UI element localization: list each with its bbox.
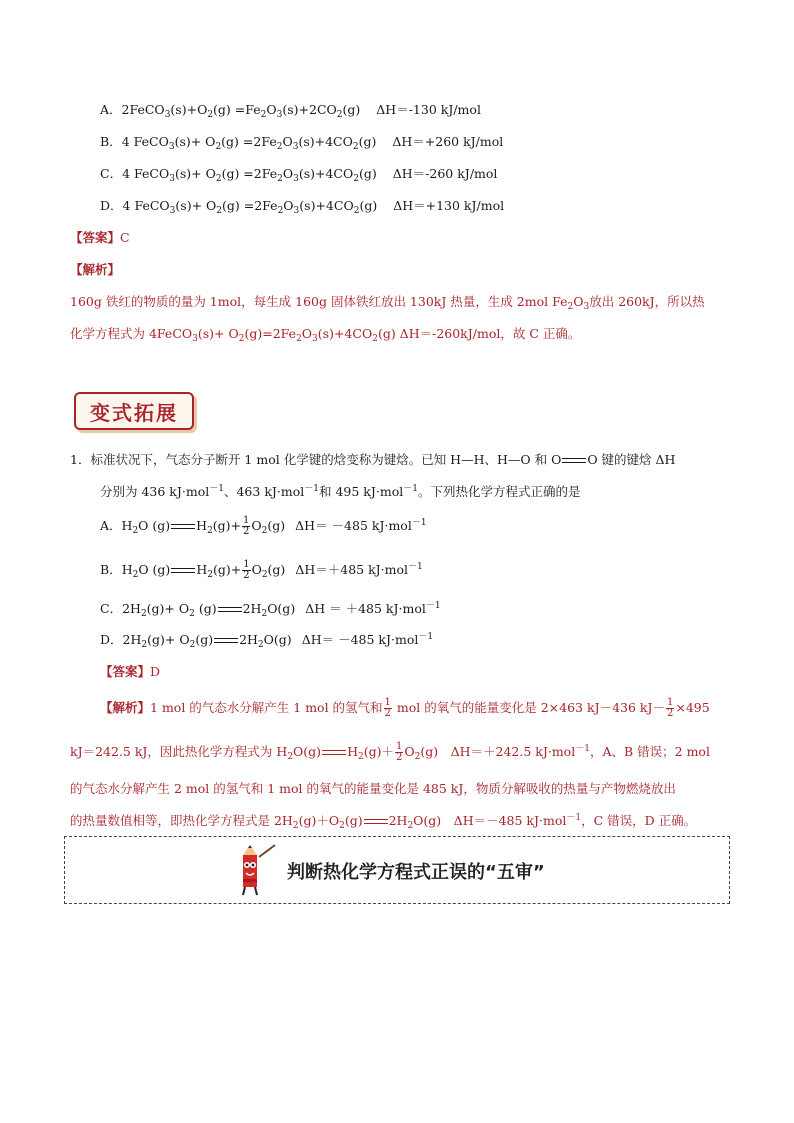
q2-option-a: A．$H_2O$ (g) $H_2(g)+$ $\frac{1}{2}$ $O_2(g)$ ΔH＝ －485 kJ·mol$^{-1}$: [100, 515, 427, 537]
tip-box: [64, 836, 730, 904]
q2-stem-line1: 1．标准状况下，气态分子断开 1 mol 化学键的焓变称为键焓。已知 H—H、H—O 和 O O 键的键焓 ΔH: [70, 452, 676, 467]
q1-option-b: B．4 FeCO$_3$(s)+ $O_2(g) =2Fe_2O_3(s)+4CO_2(g)$ ΔH＝+260 kJ/mol: [100, 134, 504, 152]
q2-answer: 【答案】D: [100, 664, 161, 679]
q1-analysis-line2: 化学方程式为 4FeCO$_3$(s)+ $O_2(g)=2Fe_2O_3(s)+4CO_2(g)$ ΔH＝-260kJ/mol，故 C 正确。: [70, 326, 581, 344]
q2-analysis-line1: 【解析】1 mol 的气态水分解产生 1 mol 的氢气和 $\frac{1}{2}$ mol 的氧气的能量变化是 2×463 kJ－436 kJ－ $\frac{1}{2}$ ×495: [100, 697, 710, 719]
q2-option-c: C．$2H_2(g)+ O_2$ (g) $2H_2O(g) \Delta H = +485$ kJ·mol$^{-1}$: [100, 601, 441, 619]
q1-analysis-line1: 160g 铁红的物质的量为 1mol，每生成 160g 固体铁红放出 130kJ 热量，生成 2mol $Fe_2O_3$放出 260kJ，所以热: [70, 294, 705, 312]
q2-analysis-line4: 的热量数值相等，即热化学方程式是 $2H_2(g)+O_2(g)$ $2H_2O(g)$ ΔH＝－485 kJ·mol$^{-1}$，C 错误，D 正确。: [70, 813, 697, 831]
q2-stem-line2: 分别为 436 kJ·mol$^{-1}$、463 kJ·mol$^{-1}$和 495 kJ·mol$^{-1}$。下列热化学方程式正确的是: [100, 484, 581, 499]
q1-answer: [70, 229, 130, 247]
q1-option-d: D．4 FeCO$_3$(s)+ $O_2(g) =2Fe_2O_3(s)+4CO_2(g)$ ΔH＝+130 kJ/mol: [100, 198, 505, 216]
section-title-badge: 变式拓展: [74, 392, 194, 430]
q2-analysis-line3: 的气态水分解产生 2 mol 的氢气和 1 mol 的氧气的能量变化是 485 kJ，物质分解吸收的热量与产物燃烧放出: [70, 781, 676, 796]
answer-label: 【答案】: [70, 230, 121, 245]
q1-option-c: C．4 FeCO$_3$(s)+ $O_2(g) =2Fe_2O_3(s)+4CO_2(g)$ ΔH＝-260 kJ/mol: [100, 166, 498, 184]
tip-title: 判断热化学方程式正误的“五审”: [287, 862, 545, 883]
answer-value: C: [120, 230, 130, 245]
q2-analysis-line2: kJ＝242.5 kJ，因此热化学方程式为 $H_2O(g)$ $H_2(g)+$ $\frac{1}{2}$ $O_2(g)$ ΔH＝＋242.5 kJ·mol$^{-1}$，A、B 错误；2 mol: [70, 741, 710, 763]
q1-option-a: A．$2FeCO_3(s)+O_2(g) =Fe_2O_3(s)+2CO_2(g)$ ΔH＝-130 kJ/mol: [100, 102, 481, 120]
q1-analysis-label: 【解析】: [70, 262, 121, 277]
q2-option-b: B．$H_2O$ (g) $H_2(g)+$ $\frac{1}{2}$ $O_2(g)$ ΔH＝＋485 kJ·mol$^{-1}$: [100, 559, 423, 581]
pencil-mascot-icon: [235, 843, 279, 899]
q2-option-d: D．$2H_2(g)+ O_2(g)$ $2H_2O(g)$ ΔH＝ －485 kJ·mol$^{-1}$: [100, 632, 434, 650]
